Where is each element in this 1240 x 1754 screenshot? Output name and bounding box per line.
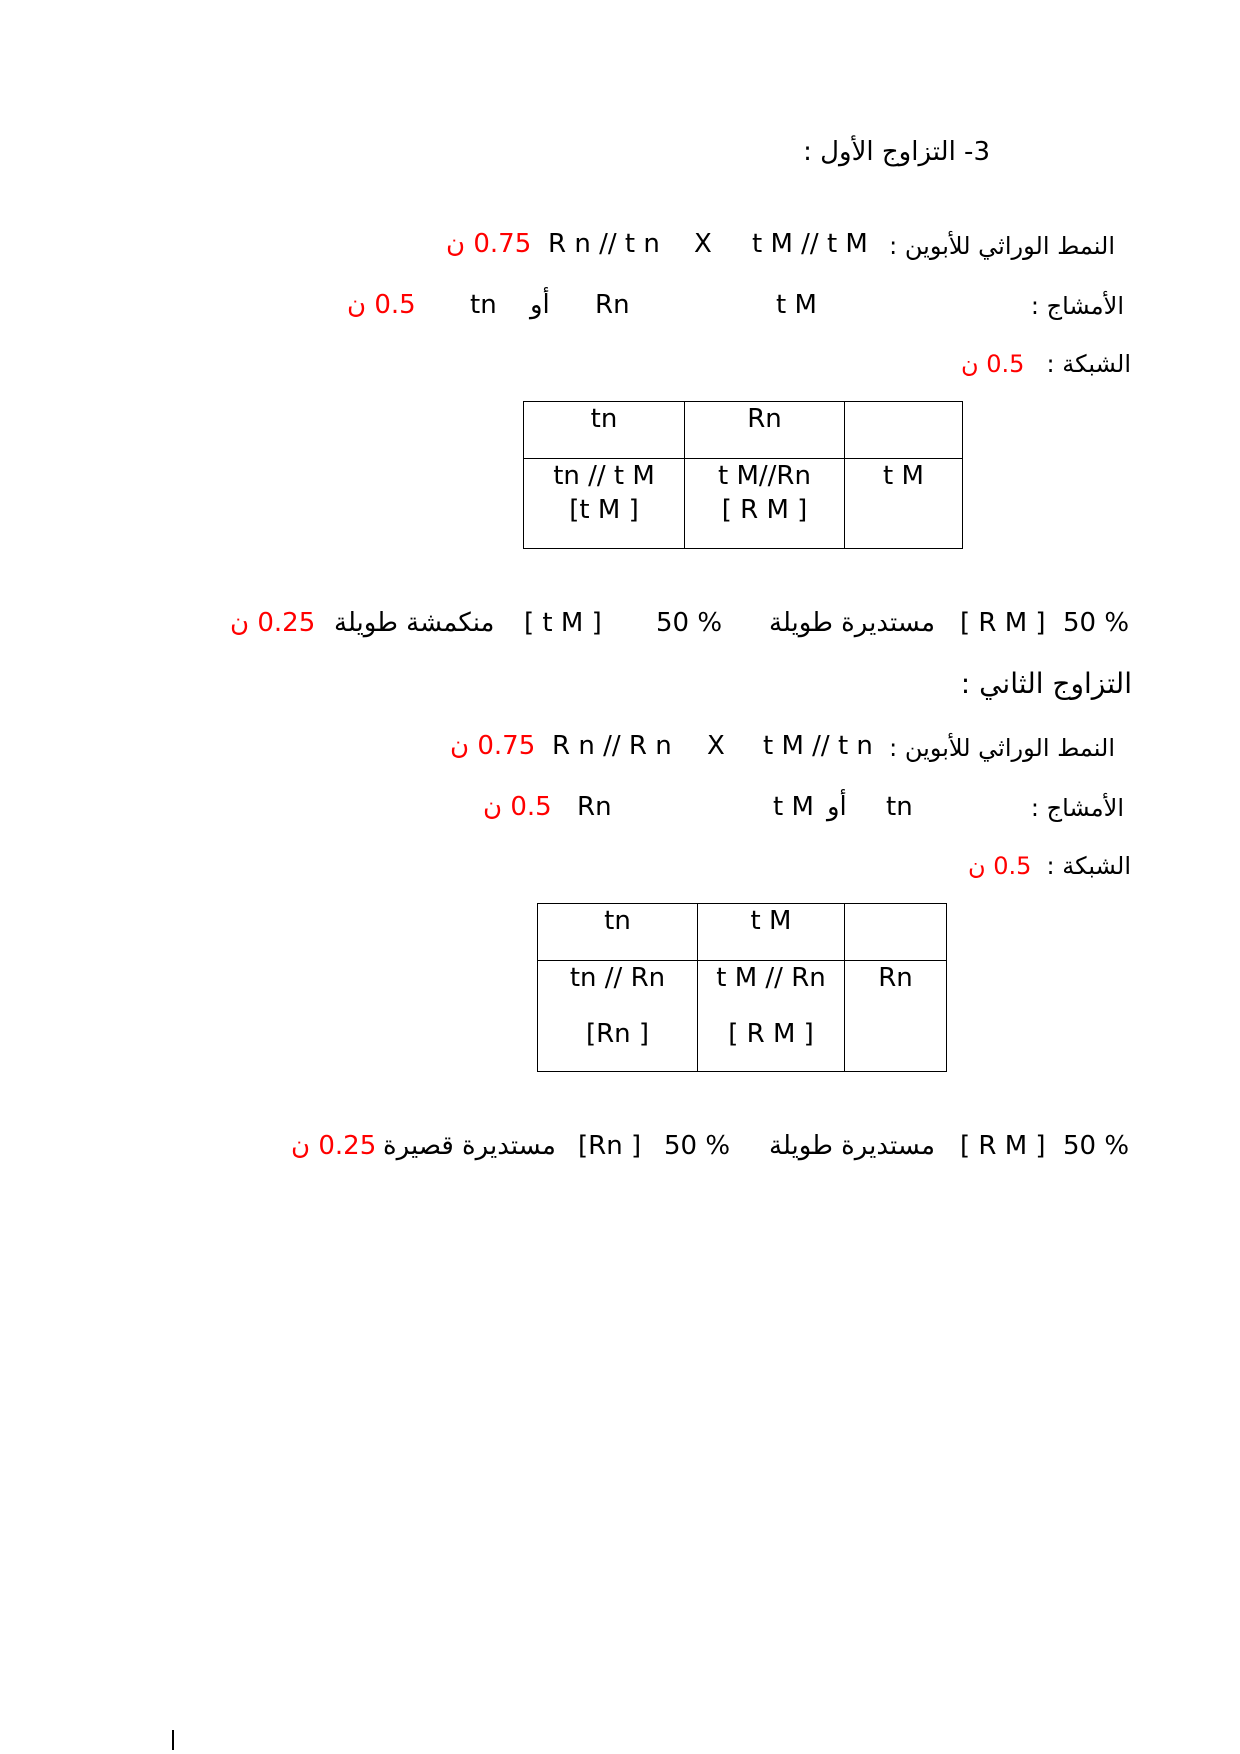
cross1-parents-label: النمط الوراثي للأبوين : [889, 232, 1115, 260]
cross2-header-tm: t M [698, 904, 845, 961]
cross2-parent-a: t M // t n [763, 731, 873, 761]
cross2-gamete-3: Rn [577, 792, 612, 822]
text-cursor [172, 1730, 174, 1750]
cross2-result-pct-1: 50 % [1063, 1131, 1130, 1161]
cross2-cell-tn: tn // Rn [Rn ] [538, 961, 698, 1072]
cross2-grid-label: الشبكة : [1046, 852, 1131, 880]
cross2-row-label: Rn [845, 961, 947, 1072]
cross2-or-word: أو [827, 792, 847, 822]
cross1-grid-label: الشبكة : [1046, 350, 1131, 378]
cross2-heading: التزاوج الثاني : [960, 667, 1132, 700]
cross2-punnett-table [537, 903, 947, 1072]
cross1-heading: 3- التزاوج الأول : [803, 137, 990, 167]
cross1-result-score: 0.25 ن [230, 608, 316, 638]
cross1-result-pct-1: 50 % [1063, 608, 1130, 638]
cross1-header-tn: tn [524, 402, 685, 459]
cross2-gamete-2: t M [773, 792, 814, 822]
cross1-gametes-score: 0.5 ن [347, 290, 416, 320]
cross2-parents-label: النمط الوراثي للأبوين : [889, 734, 1115, 762]
cross2-result-desc-2: مستديرة قصيرة [383, 1131, 556, 1161]
cross2-result-pheno-1: [ R M ] [960, 1131, 1046, 1161]
cross2-cross-sign: X [707, 731, 725, 761]
cross1-header-rn: Rn [685, 402, 845, 459]
cross1-row-label: t M [845, 459, 963, 549]
cross1-parent-a: t M // t M [752, 229, 868, 259]
cross1-cell-tn: tn // t M [t M ] [524, 459, 685, 549]
cross2-result-score: 0.25 ن [291, 1131, 377, 1161]
cross2-parents-score: 0.75 ن [450, 731, 536, 761]
cross2-parent-b: R n // R n [552, 731, 672, 761]
cross1-result-desc-2: منكمشة طويلة [334, 608, 495, 638]
cross1-gametes-label: الأمشاج : [1030, 292, 1124, 320]
cross1-parent-b: R n // t n [548, 229, 660, 259]
cross2-header-tn: tn [538, 904, 698, 961]
cross1-punnett-table [523, 401, 963, 549]
cross2-grid-score: 0.5 ن [968, 852, 1032, 880]
cross1-result-pheno-1: [ R M ] [960, 608, 1046, 638]
cross1-result-pct-2: 50 % [656, 608, 723, 638]
cross1-cross-sign: X [694, 229, 712, 259]
cross2-result-pheno-2: [Rn ] [578, 1131, 642, 1161]
cross1-grid-score: 0.5 ن [961, 350, 1025, 378]
cross1-result-pheno-2: [ t M ] [524, 608, 602, 638]
cross2-result-desc-1: مستديرة طويلة [769, 1131, 935, 1161]
cross2-gametes-score: 0.5 ن [483, 792, 552, 822]
cross1-result-desc-1: مستديرة طويلة [769, 608, 935, 638]
cross1-gamete-3: tn [470, 290, 497, 320]
cross1-header-empty [845, 402, 963, 459]
cross2-result-pct-2: 50 % [664, 1131, 731, 1161]
cross1-cell-rn: t M//Rn [ R M ] [685, 459, 845, 549]
cross1-gamete-2: Rn [595, 290, 630, 320]
cross2-gametes-label: الأمشاج : [1030, 794, 1124, 822]
cross1-or-word: أو [530, 290, 550, 320]
cross2-header-empty [845, 904, 947, 961]
cross1-gamete-1: t M [776, 290, 817, 320]
cross2-cell-tm: t M // Rn [ R M ] [698, 961, 845, 1072]
cross1-parents-score: 0.75 ن [446, 229, 532, 259]
cross2-gamete-1: tn [886, 792, 913, 822]
